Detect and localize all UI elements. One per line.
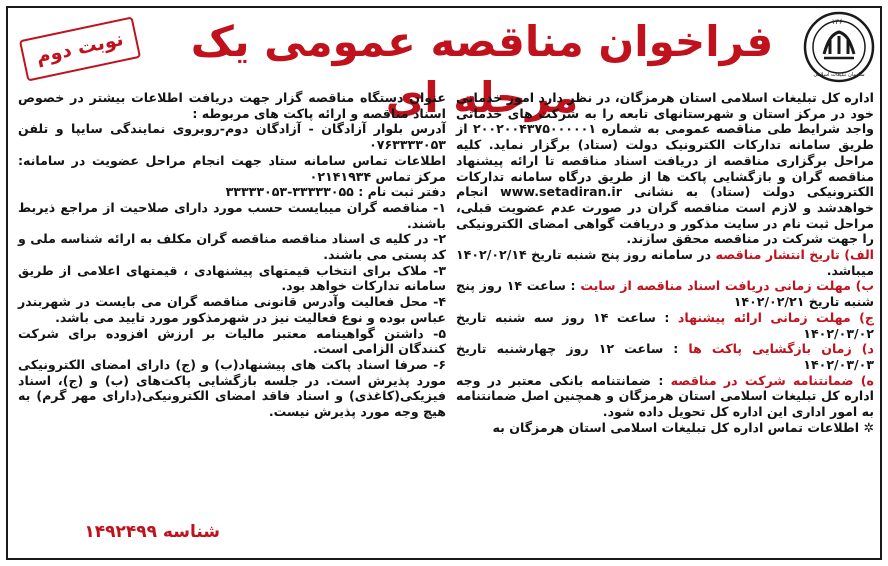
intro-text-end: انجام خواهدشد و لازم است مناقصه گران در صورت عدم عضویت قبلی، مراحل ثبت نام در سایت مذکور و دریافت گواهی امضای الکترونیکی را جهت شرکت در مناقصه محقق سازند.: [456, 184, 874, 247]
contact-intro: عنوان دستگاه مناقصه گزار جهت دریافت اطلاعات بیشتر در خصوص اسناد مناقصه و ارائه پاکت های مربوطه :: [18, 90, 446, 121]
contact-address: آدرس بلوار آزادگان - آزادگان دوم-روبروی نمایندگی سایپا و تلفن ۰۷۶۳۳۳۳۰۵۳: [18, 121, 446, 153]
item-d: [456, 341, 874, 372]
item-c-label: ج) مهلت زمانی ارائه پیشنهاد: [677, 309, 874, 325]
item-e: [456, 373, 874, 420]
condition-1: ۱- مناقصه گران میبایست حسب مورد دارای صلاحیت از مراجع ذیربط باشند.: [18, 199, 446, 231]
condition-2: ۲- در کلیه ی اسناد مناقصه مناقصه گران مکلف به ارائه شناسه ملی و کد پستی می باشند.: [18, 231, 446, 263]
item-a-label: الف) تاریخ انتشار مناقصه: [715, 247, 875, 263]
condition-3: ۳- ملاک برای انتخاب قیمتهای پیشنهادی ، قیمتهای اعلامی از طریق سامانه تدارکات خواهد بود.: [18, 262, 446, 294]
item-b: [456, 278, 874, 309]
notice-title: فراخوان مناقصه عمومی یک مرحله ای: [190, 17, 774, 122]
item-d-label: د) زمان بازگشایی پاکت ها: [688, 341, 875, 357]
logo-year: ۱۳۶۰: [831, 18, 847, 26]
footer-note-text: اطلاعات تماس اداره کل تبلیغات اسلامی استان هرمزگان به: [492, 419, 860, 435]
islamic-propagation-logo-icon: [802, 10, 876, 84]
condition-4: ۴- محل فعالیت وآدرس قانونی مناقصه گران می بایست در شهربندر عباس بوده و نوع فعالیت نیز در شهرمذکور مورد تایید می باشد.: [18, 294, 446, 325]
footer-note: [456, 420, 874, 436]
item-b-label: ب) مهلت زمانی دریافت اسناد مناقصه از سایت: [580, 278, 875, 294]
intro-paragraph: [456, 90, 874, 247]
right-column: [456, 90, 874, 435]
item-e-label: ه) ضمانتنامه شرکت در مناقصه: [670, 372, 874, 388]
second-round-stamp: نوبت دوم: [19, 16, 141, 81]
item-a: [456, 247, 874, 278]
intro-text: اداره کل تبلیغات اسلامی استان هرمزگان، در نظر دارد امور خدماتی خود در مرکز استان و شهرستانهای تابعه را به شرکت های خدماتی واجد شرایط طی مناقصه عمومی به شماره ۲۰۰۲۰۰۴۳۷۵۰۰۰۰۰۱ از طریق سامانه تدارکات الکترونیک دولت (ستاد) برگزار نماید. کلیه مراحل برگزاری مناقصه از دریافت اسناد مناقصه تا ارائه پیشنهاد مناقصه گران و بازگشایی پاکت ها از طریق درگاه سامانه تدارکات الکترونیکی دولت (ستاد) به نشانی: [456, 90, 874, 200]
condition-6: ۶- صرفا اسناد پاکت های پیشنهاد(ب) و (ج) دارای امضای الکترونیکی مورد پذیرش است. در جلسه بازگشایی پاکت‌های (ب) و (ج)، اسناد فیزیکی(کاغذی) و اسناد فاقد امضای الکترونیکی(دارای مهر گرم) به هیچ وجه مورد پذیرش نیست.: [18, 356, 446, 420]
left-column: [18, 90, 446, 420]
item-b-text: : ساعت ۱۴ روز پنج شنبه تاریخ ۱۴۰۲/۰۲/۲۱: [456, 278, 874, 310]
registry-phones: دفتر ثبت نام : ۳۳۳۳۳۰۵۵-۳۳۳۳۳۰۵۳: [225, 184, 446, 200]
logo-caption: سازمان تبلیغات اسلامی: [813, 72, 865, 78]
bullet-star-icon: ✲: [859, 419, 874, 435]
condition-5: ۵- داشتن گواهینامه معتبر مالیات بر ارزش افزوده برای شرکت کنندگان الزامی است.: [18, 325, 446, 357]
item-a-text: در سامانه روز پنج شنبه تاریخ ۱۴۰۲/۰۲/۱۴ میباشد.: [456, 247, 874, 278]
item-e-text: : ضمانتنامه بانکی معتبر در وجه اداره کل تبلیغات اسلامی استان هرمزگان و همچنین اصل ضمانتنامه به امور اداری این اداره کل تحویل داده شود.: [456, 372, 874, 420]
setad-contact: اطلاعات تماس سامانه ستاد جهت انجام مراحل عضویت در سامانه: مرکز تماس ۰۲۱۴۱۹۳۴: [18, 152, 446, 184]
item-c: [456, 310, 874, 341]
item-c-text: : ساعت ۱۴ روز سه شنبه تاریخ ۱۴۰۲/۰۳/۰۲: [456, 309, 874, 341]
notice-id: شناسه ۱۴۹۲۴۹۹: [84, 522, 220, 542]
item-d-text: : ساعت ۱۲ روز چهارشنبه تاریخ ۱۴۰۲/۰۳/۰۳: [456, 341, 874, 372]
setad-website-link[interactable]: www.setadiran.ir: [500, 184, 622, 200]
